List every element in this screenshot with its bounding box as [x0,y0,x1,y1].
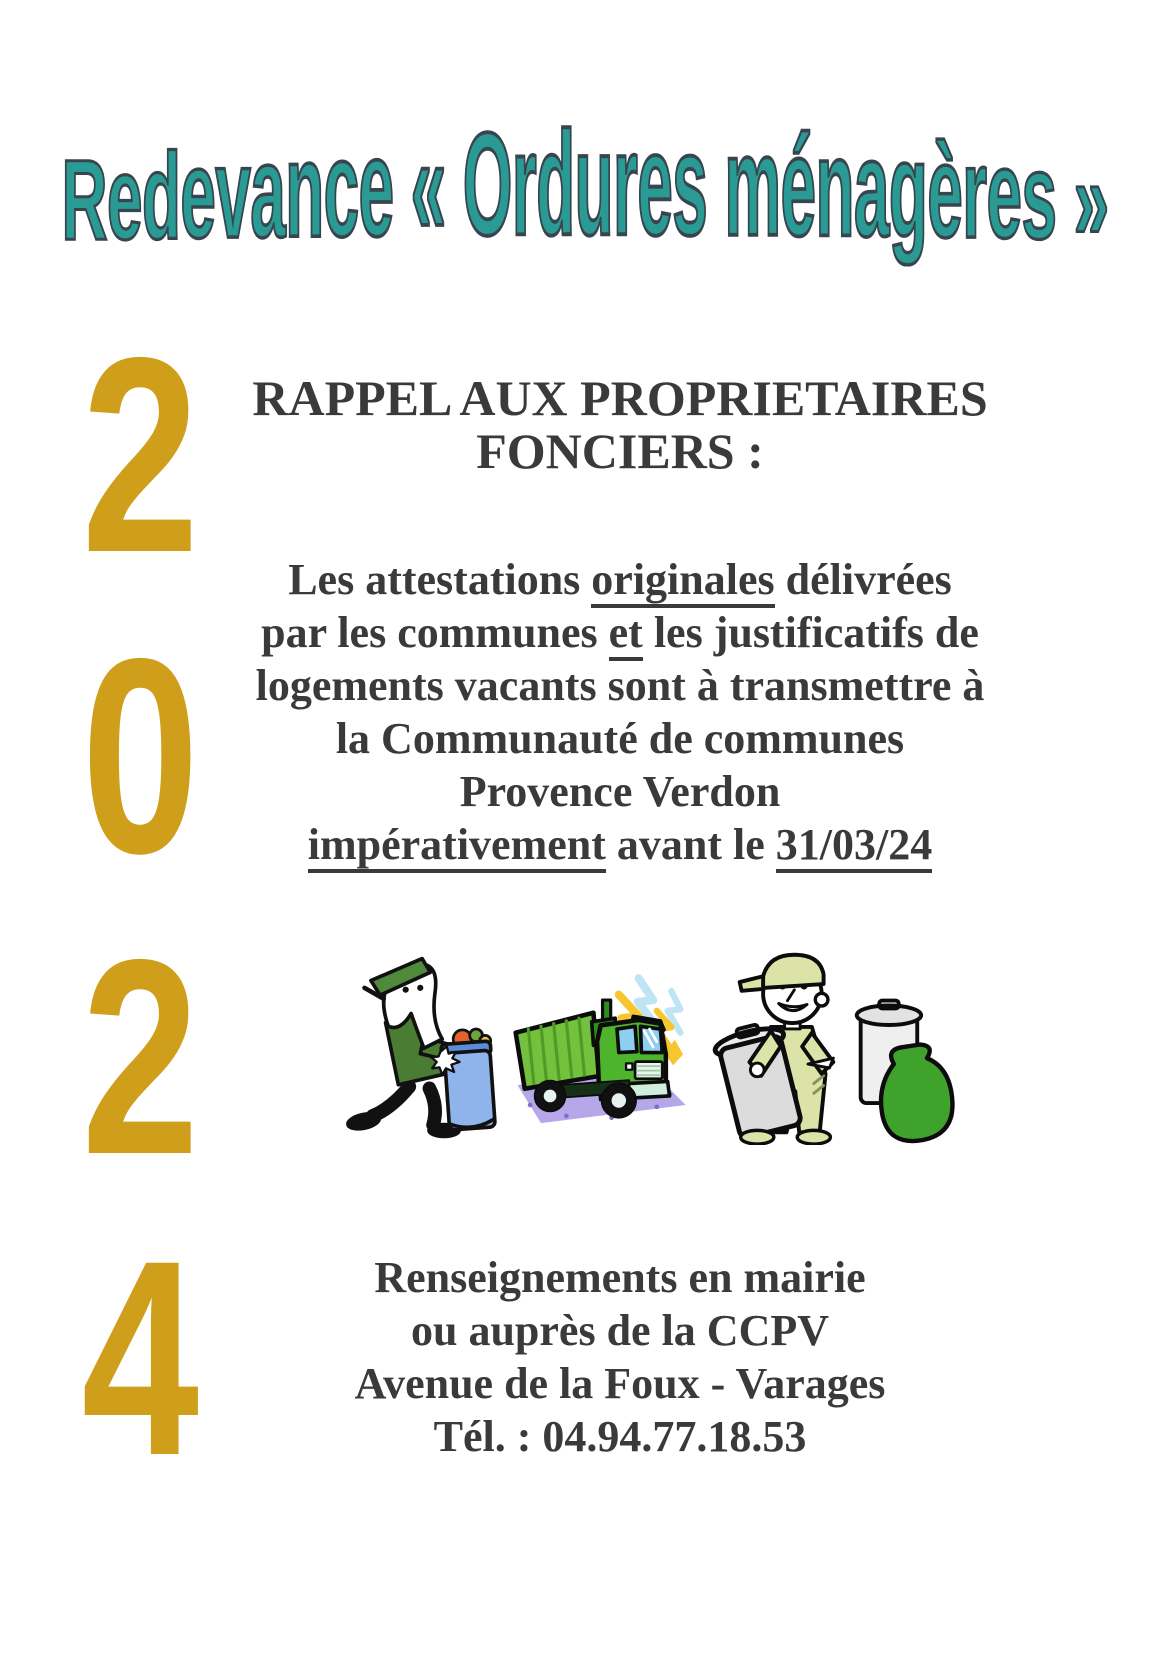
title-char: c [323,111,359,266]
title-char: d [536,101,575,266]
title-char: e [637,101,673,266]
heading-line1: RAPPEL AUX PROPRIETAIRES [252,370,988,426]
title-char: e [358,108,394,266]
title-char: g [888,113,928,266]
paragraph-line: Provence Verdon [459,767,781,816]
title-char [394,116,411,258]
paragraph-line: Les attestations originales délivrées [145,553,1095,606]
year-digit: 4 [81,1202,199,1513]
year-digit: 0 [81,600,199,911]
title-char: e [986,123,1022,265]
title-char: d [141,127,181,265]
title-char: » [1073,136,1109,265]
title-char: v [215,120,251,265]
title-char: u [574,100,614,266]
year-digit: 2 [81,299,199,610]
contact-block [160,1251,1080,1463]
title-char: O [462,102,512,266]
title-char: é [780,106,816,266]
title-char: r [613,101,638,266]
title-char: a [853,111,889,266]
title-char: è [927,116,963,266]
heading-line2: FONCIERS : [476,423,764,479]
paragraph-line: logements vacants sont à transmettre à [255,661,985,710]
title-char: m [724,104,781,266]
illustration-row [338,933,956,1145]
garbage-truck-icon [503,969,693,1137]
title-char: e [107,131,142,265]
paragraph-line: impérativement avant le 31/03/24 [145,818,1095,871]
title-char: s [672,102,708,266]
title-char: r [962,120,987,265]
body-paragraph [145,553,1095,871]
title-char [446,113,463,258]
title-char: « [410,104,446,266]
year-digit: 2 [81,901,199,1212]
title-char: e [180,123,216,265]
title-char: a [250,116,286,266]
footer-line: Avenue de la Foux - Varages [354,1359,886,1408]
title-char: R [61,136,108,265]
poster-title [61,100,1109,266]
paragraph-line: la Communauté de communes [335,714,905,763]
worker-with-bins-and-bag-icon [698,945,956,1145]
title-char [707,113,724,258]
footer-line: Renseignements en mairie [374,1253,866,1302]
paragraph-line: par les communes et les justificatifs de [145,606,1095,659]
title-char: s [1021,127,1057,265]
title-char: n [285,113,324,266]
title-char: n [815,108,854,266]
footer-line: Tél. : 04.94.77.18.53 [433,1412,807,1461]
footer-line: ou auprès de la CCPV [410,1306,830,1355]
title-char [1056,139,1073,258]
heading [160,372,1080,478]
garbage-collector-carrying-bin-icon [338,945,498,1145]
title-char: r [511,101,537,266]
